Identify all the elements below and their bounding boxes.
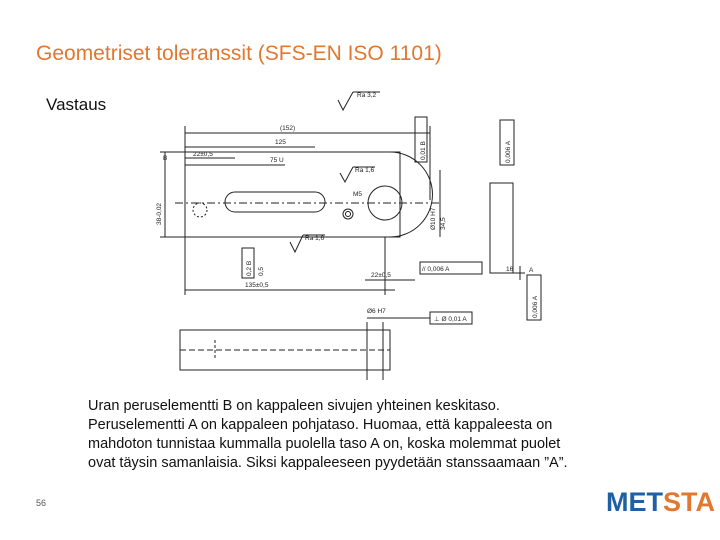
part-rounded-end — [365, 152, 432, 237]
dim-total: (152) — [280, 125, 296, 132]
dim-135: 135±0,5 — [245, 282, 269, 289]
metsta-logo — [606, 487, 715, 518]
roughness-main-label: Ra 3,2 — [357, 92, 377, 99]
tol-perp-side: 0,006 A — [505, 140, 512, 163]
datum-a: A — [529, 267, 534, 274]
roughness-bottom-label: Ra 1,6 — [305, 235, 325, 242]
dim-bore: M5 — [353, 191, 363, 198]
caption-text — [88, 397, 648, 473]
dim-16: 16 — [506, 266, 514, 273]
logo-part2: STA — [663, 487, 715, 517]
slide-subtitle: Vastaus — [46, 95, 107, 114]
dim-right1: 0,01 B — [420, 141, 427, 160]
slide-title: Geometriset toleranssit (SFS-EN ISO 1101) — [36, 42, 442, 65]
tol-flat: 0,2 B — [246, 260, 253, 276]
dim-125: 125 — [275, 139, 286, 146]
dim-22b: 22±0,5 — [371, 272, 391, 279]
side-view — [490, 183, 513, 273]
center-mark — [193, 203, 207, 217]
logo-part1: MET — [606, 487, 663, 517]
slot — [225, 192, 325, 212]
dim-22: 22±0,5 — [193, 151, 213, 158]
tol-perp-bottom: 0,006 A — [532, 295, 539, 318]
dim-right2: Ø10 H7 — [430, 207, 437, 230]
caption-line: mahdoton tunnistaa kummalla puolella taso A on, koska molemmat puolet — [88, 436, 561, 452]
threaded-hole — [343, 209, 353, 219]
caption-line: Peruselementti A on kappaleen pohjataso. Huomaa, että kappaleesta on — [88, 417, 553, 433]
page-number: 56 — [36, 498, 47, 508]
caption-line: Uran peruselementti B on kappaleen sivujen yhteinen keskitaso. — [88, 398, 500, 414]
tol-flat2: 0,5 — [258, 266, 265, 276]
datum-b: B — [163, 155, 168, 162]
roughness-symbol — [338, 92, 353, 110]
dim-75: 75 U — [270, 157, 284, 164]
section-label: Ø6 H7 — [367, 308, 386, 315]
roughness-top-label: Ra 1,6 — [355, 167, 375, 174]
dim-right3: 34,5 — [440, 217, 447, 230]
caption-line: ovat täysin samanlaisia. Siksi kappaleeseen pyydetään stanssaamaan ”A”. — [88, 455, 568, 471]
tol-parallel: // 0,006 A — [422, 266, 450, 273]
dim-left: 38-0,02 — [156, 202, 163, 225]
tol-perp-section: ⊥ Ø 0,01 A — [434, 316, 467, 323]
technical-drawing — [135, 90, 560, 380]
